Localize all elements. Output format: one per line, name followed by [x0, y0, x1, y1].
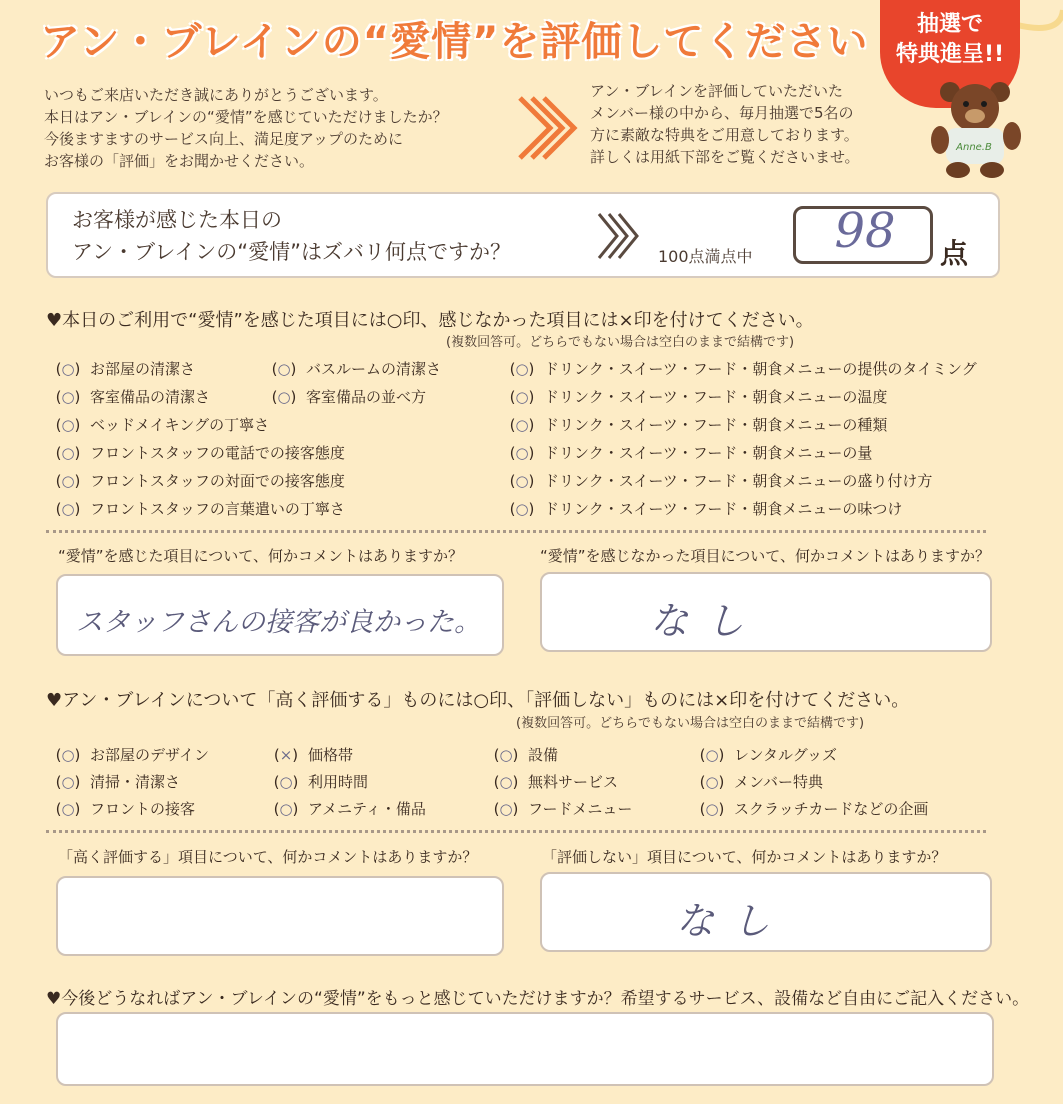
score-question-line-2: アン・ブレインの“愛情”はズバリ何点ですか？ — [72, 240, 512, 264]
section1-heading: ♥本日のご利用で“愛情”を感じた項目には○印、感じなかった項目には×印を付けてください。 — [46, 310, 814, 331]
badge-line-1: 抽選で — [916, 12, 983, 37]
item-mark: ○ — [61, 388, 75, 406]
checklist-item[interactable]: (○) ベッドメイキングの丁寧さ — [55, 416, 270, 434]
item-mark: ○ — [705, 773, 719, 791]
rating-item[interactable]: (○) フロントの接客 — [55, 800, 196, 818]
bear-mascot-icon — [928, 78, 1022, 178]
item-mark: ○ — [279, 773, 293, 791]
item-mark: ○ — [61, 773, 75, 791]
divider — [46, 830, 986, 833]
rating-item[interactable]: (○) 利用時間 — [273, 773, 369, 791]
item-label: アメニティ・備品 — [308, 800, 426, 818]
rating-item[interactable]: (○) スクラッチカードなどの企画 — [699, 800, 929, 818]
item-mark: ○ — [705, 800, 719, 818]
checklist-item[interactable]: (○) フロントスタッフの電話での接客態度 — [55, 444, 345, 462]
comment-positive-label: “愛情”を感じた項目について、何かコメントはありますか？ — [58, 547, 463, 565]
intro-right-line: アン・ブレインを評価していただいた — [590, 82, 844, 100]
item-mark: ○ — [499, 800, 513, 818]
item-label: メンバー特典 — [734, 773, 823, 791]
item-mark: ○ — [515, 360, 529, 378]
item-label: ドリンク・スイーツ・フード・朝食メニューの盛り付け方 — [544, 472, 933, 490]
item-mark: ○ — [61, 360, 75, 378]
intro-left-line: お客様の「評価」をお聞かせください。 — [44, 152, 315, 170]
item-label: レンタルグッズ — [734, 746, 837, 764]
comment-high-value — [58, 878, 502, 918]
item-label: 無料サービス — [528, 773, 619, 791]
checklist-item[interactable]: (○) フロントスタッフの対面での接客態度 — [55, 472, 345, 490]
section2-heading: ♥アン・ブレインについて「高く評価する」ものには○印、「評価しない」ものには×印を付けてください。 — [46, 690, 910, 711]
item-mark: ○ — [61, 746, 75, 764]
comment-low-value: なし — [676, 899, 789, 943]
rating-item[interactable]: (○) フードメニュー — [493, 800, 633, 818]
comment-negative-field[interactable] — [540, 572, 992, 652]
chevron-right-icon — [595, 208, 643, 264]
rating-item[interactable]: (○) アメニティ・備品 — [273, 800, 426, 818]
checklist-item[interactable]: (○) ドリンク・スイーツ・フード・朝食メニューの味つけ — [509, 500, 903, 518]
item-label: フロントスタッフの電話での接客態度 — [90, 444, 345, 462]
item-mark: ○ — [61, 472, 75, 490]
rating-item[interactable]: (○) 清掃・清潔さ — [55, 773, 181, 791]
item-label: お部屋の清潔さ — [90, 360, 196, 378]
item-mark: ○ — [61, 444, 75, 462]
page-title: アン・ブレインの“愛情”を評価してください — [40, 19, 869, 65]
score-suffix: 点 — [940, 237, 969, 270]
comment-high-field[interactable] — [56, 876, 504, 956]
rating-item[interactable]: (×) 価格帯 — [273, 746, 354, 764]
rating-item[interactable]: (○) 設備 — [493, 746, 559, 764]
intro-right-line: 方に素敵な特典をご用意しております。 — [590, 126, 859, 144]
item-label: ドリンク・スイーツ・フード・朝食メニューの温度 — [544, 388, 888, 406]
checklist-item[interactable]: (○) ドリンク・スイーツ・フード・朝食メニューの提供のタイミング — [509, 360, 977, 378]
item-mark: ○ — [277, 360, 291, 378]
section2-note: (複数回答可。どちらでもない場合は空白のままで結構です) — [516, 716, 865, 731]
item-mark: × — [279, 746, 293, 764]
free-comment-value — [58, 1014, 992, 1050]
item-mark: ○ — [499, 746, 513, 764]
score-question — [72, 204, 632, 268]
comment-negative-label: “愛情”を感じなかった項目について、何かコメントはありますか？ — [540, 547, 990, 565]
item-label: 価格帯 — [308, 746, 354, 764]
item-mark: ○ — [499, 773, 513, 791]
item-label: ドリンク・スイーツ・フード・朝食メニューの量 — [544, 444, 873, 462]
item-label: フロントスタッフの対面での接客態度 — [90, 472, 345, 490]
item-label: ベッドメイキングの丁寧さ — [90, 416, 270, 434]
section1-note: (複数回答可。どちらでもない場合は空白のままで結構です) — [446, 335, 795, 350]
item-mark: ○ — [705, 746, 719, 764]
item-mark: ○ — [515, 472, 529, 490]
rating-item[interactable]: (○) お部屋のデザイン — [55, 746, 209, 764]
intro-left-line: 本日はアン・ブレインの“愛情”を感じていただけましたか？ — [44, 108, 448, 126]
badge-line-2: 特典進呈!! — [895, 42, 1005, 67]
score-max-label: 100点満点中 — [658, 247, 753, 266]
comment-low-label: 「評価しない」項目について、何かコメントはありますか？ — [542, 848, 947, 866]
intro-left-line: 今後ますますのサービス向上、満足度アップのために — [44, 130, 403, 148]
intro-right — [590, 80, 920, 168]
item-label: ドリンク・スイーツ・フード・朝食メニューの種類 — [544, 416, 888, 434]
checklist-item[interactable]: (○) ドリンク・スイーツ・フード・朝食メニューの量 — [509, 444, 873, 462]
item-label: 利用時間 — [308, 773, 369, 791]
item-label: ドリンク・スイーツ・フード・朝食メニューの味つけ — [544, 500, 903, 518]
checklist-item[interactable]: (○) 客室備品の清潔さ — [55, 388, 211, 406]
item-mark: ○ — [515, 444, 529, 462]
checklist-item[interactable]: (○) ドリンク・スイーツ・フード・朝食メニューの温度 — [509, 388, 888, 406]
score-value: 98 — [834, 203, 896, 259]
item-label: フロントの接客 — [90, 800, 196, 818]
bear-shirt-text: Anne.B — [956, 142, 992, 153]
comment-high-label: 「高く評価する」項目について、何かコメントはありますか？ — [58, 848, 478, 866]
item-label: お部屋のデザイン — [90, 746, 209, 764]
item-label: 清掃・清潔さ — [90, 773, 181, 791]
item-mark: ○ — [61, 416, 75, 434]
item-label: フードメニュー — [528, 800, 633, 818]
checklist-item[interactable]: (○) ドリンク・スイーツ・フード・朝食メニューの盛り付け方 — [509, 472, 933, 490]
item-mark: ○ — [515, 500, 529, 518]
divider — [46, 530, 986, 533]
comment-negative-value: なし — [650, 599, 763, 643]
item-mark: ○ — [61, 500, 75, 518]
section3-heading: ♥今後どうなればアン・ブレインの“愛情”をもっと感じていただけますか？希望するサービス、設備など自由にご記入ください。 — [46, 989, 1030, 1009]
checklist-item[interactable]: (○) バスルームの清潔さ — [271, 360, 442, 378]
free-comment-field[interactable] — [56, 1012, 994, 1086]
item-mark: ○ — [61, 800, 75, 818]
comment-positive-value: スタッフさんの接客が良かった。 — [76, 607, 481, 638]
item-label: フロントスタッフの言葉遣いの丁寧さ — [90, 500, 345, 518]
item-mark: ○ — [279, 800, 293, 818]
item-mark: ○ — [515, 388, 529, 406]
checklist-item[interactable]: (○) フロントスタッフの言葉遣いの丁寧さ — [55, 500, 345, 518]
item-label: 客室備品の清潔さ — [90, 388, 211, 406]
item-label: ドリンク・スイーツ・フード・朝食メニューの提供のタイミング — [544, 360, 977, 378]
item-label: 設備 — [528, 746, 559, 764]
item-mark: ○ — [515, 416, 529, 434]
rating-item[interactable]: (○) メンバー特典 — [699, 773, 823, 791]
item-label: バスルームの清潔さ — [306, 360, 442, 378]
checklist-item[interactable]: (○) ドリンク・スイーツ・フード・朝食メニューの種類 — [509, 416, 888, 434]
intro-right-line: メンバー様の中から、毎月抽選で5名の — [590, 104, 854, 122]
item-mark: ○ — [277, 388, 291, 406]
score-question-line-1: お客様が感じた本日の — [72, 208, 282, 232]
intro-right-line: 詳しくは用紙下部をご覧くださいませ。 — [590, 148, 860, 166]
rating-item[interactable]: (○) 無料サービス — [493, 773, 619, 791]
chevron-right-icon — [510, 88, 590, 168]
intro-left — [44, 84, 514, 172]
checklist-item[interactable]: (○) お部屋の清潔さ — [55, 360, 196, 378]
item-label: 客室備品の並べ方 — [306, 388, 427, 406]
item-label: スクラッチカードなどの企画 — [734, 800, 929, 818]
rating-item[interactable]: (○) レンタルグッズ — [699, 746, 837, 764]
intro-left-line: いつもご来店いただき誠にありがとうございます。 — [44, 86, 388, 104]
checklist-item[interactable]: (○) 客室備品の並べ方 — [271, 388, 427, 406]
